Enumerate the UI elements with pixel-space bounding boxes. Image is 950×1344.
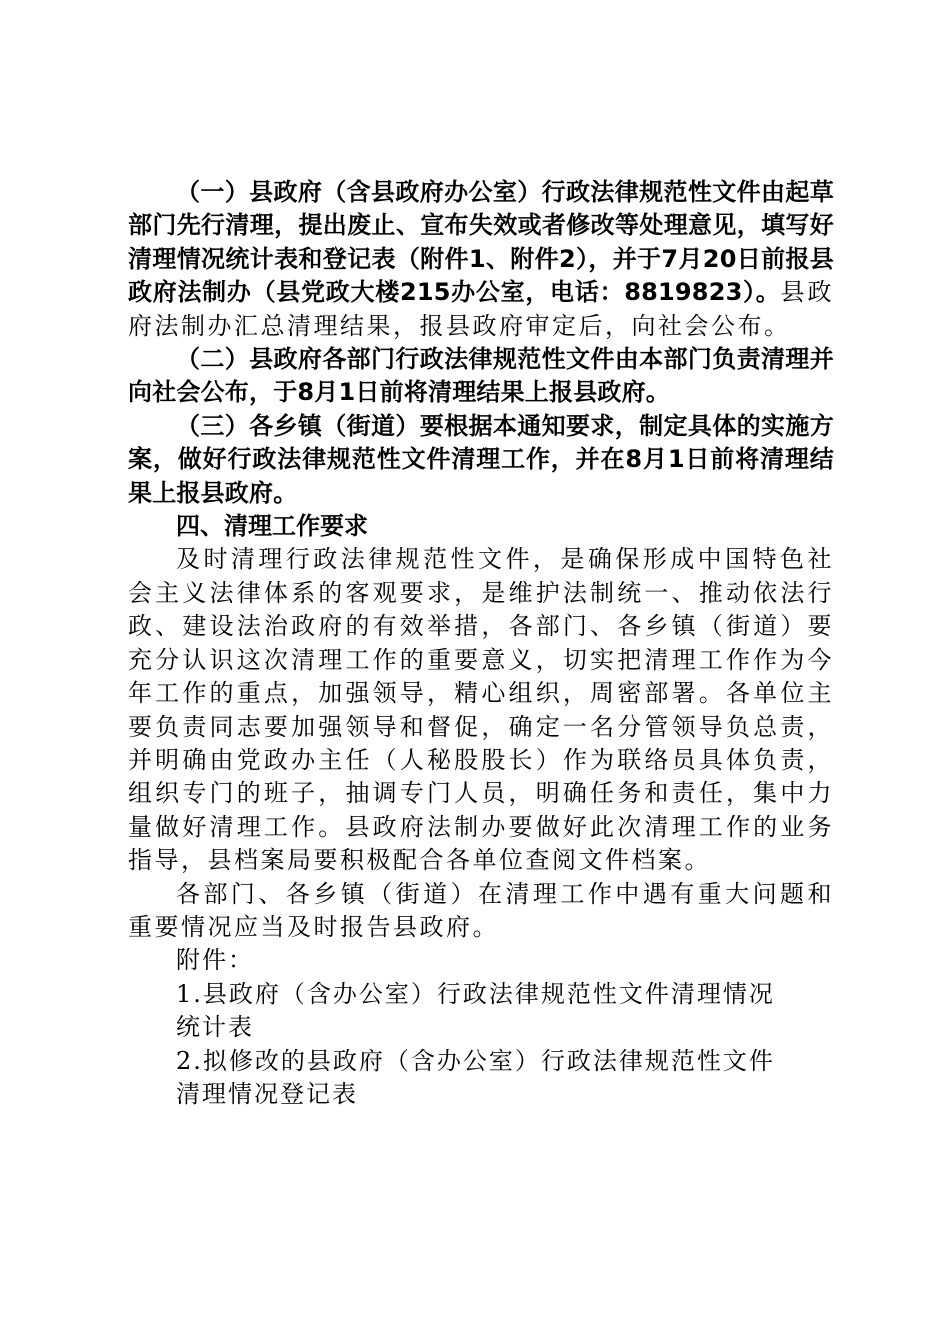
paragraph-1-normal: 县政府法制办汇总清理结果，报县政府审定后，向社会公布。: [128, 278, 834, 340]
document-body: [128, 176, 834, 1111]
section-4-heading: 四、清理工作要求: [176, 512, 368, 541]
attachment-item-1-line-2: 统计表: [176, 1013, 254, 1042]
attachment-item-2-line-1: 2.拟修改的县政府（含办公室）行政法律规范性文件: [176, 1046, 775, 1075]
paragraph-4: 及时清理行政法律规范性文件，是确保形成中国特色社会主义法律体系的客观要求，是维护法制统一、推动依法行政、建设法治政府的有效举措，各部门、各乡镇（街道）要充分认识这次清理工作的重要意义，切实把清理工作作为今年工作的重点，加强领导，精心组织，周密部署。各单位主要负责同志要加强领导和督促，确定一名分管领导负总责，并明确由党政办主任（人秘股股长）作为联络员具体负责，组织专门的班子，抽调专门人员，明确任务和责任，集中力量做好清理工作。县政府法制办要做好此次清理工作的业务指导，县档案局要积极配合各单位查阅文件档案。: [128, 545, 834, 875]
paragraph-2: （二）县政府各部门行政法律规范性文件由本部门负责清理并向社会公布，于8月1日前将清理结果上报县政府。: [128, 345, 834, 407]
attachments-label: 附件：: [176, 946, 254, 975]
paragraph-1: [128, 176, 834, 343]
paragraph-1-bold: （一）县政府（含县政府办公室）行政法律规范性文件由起草部门先行清理，提出废止、宣布失效或者修改等处理意见，填写好清理情况统计表和登记表（附件1、附件2），并于7月20日前报县政府法制办（县党政大楼215办公室，电话：8819823）。: [128, 178, 834, 307]
attachment-item-2: [128, 1045, 834, 1112]
attachment-item-1-line-1: 1.县政府（含办公室）行政法律规范性文件清理情况: [176, 979, 775, 1008]
paragraph-5: 各部门、各乡镇（街道）在清理工作中遇有重大问题和重要情况应当及时报告县政府。: [128, 879, 834, 941]
attachment-item-1: [128, 978, 834, 1045]
paragraph-3: （三）各乡镇（街道）要根据本通知要求，制定具体的实施方案，做好行政法律规范性文件清理工作，并在8月1日前将清理结果上报县政府。: [128, 411, 834, 507]
attachment-item-2-line-2: 清理情况登记表: [176, 1079, 358, 1108]
